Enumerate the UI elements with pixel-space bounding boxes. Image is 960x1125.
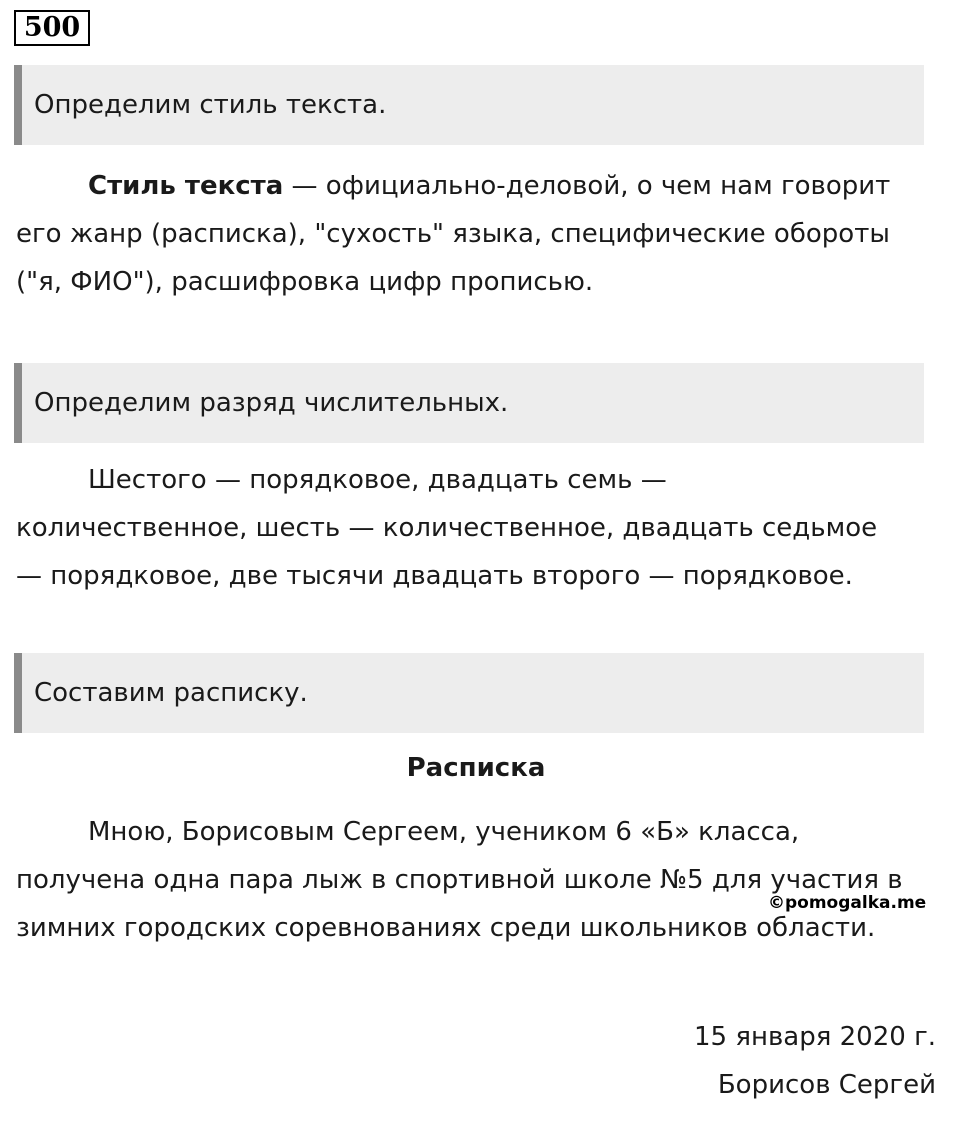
exercise-number: 500 — [14, 10, 90, 46]
section-heading-style — [14, 65, 924, 145]
receipt-body: Мною, Борисовым Сергеем, учеником 6 «Б» класса, получена одна пара лыж в спортивной школе №5 для участия в зимних городских соревнованиях среди школьников области. — [16, 817, 903, 943]
style-paragraph-text: — официально-деловой, о чем нам говорит его жанр (расписка), "сухость" языка, специфические обороты ("я, ФИО"), расшифровка цифр прописью. — [16, 171, 891, 297]
section-heading-receipt — [14, 653, 924, 733]
receipt-date: 15 января 2020 г. — [693, 1022, 936, 1052]
section-heading-numerals-text: Определим разряд числительных. — [34, 388, 509, 418]
receipt-title: Расписка — [406, 753, 546, 783]
style-paragraph-lead: Стиль текста — [88, 171, 284, 201]
receipt-signature: Борисов Сергей — [717, 1070, 936, 1100]
section-heading-receipt-text: Составим расписку. — [34, 678, 308, 708]
watermark: ©pomogalka.me — [768, 893, 927, 913]
section-heading-numerals — [14, 363, 924, 443]
numerals-paragraph: Шестого — порядковое, двадцать семь — количественное, шесть — количественное, двадцать седьмое — порядковое, две тысячи двадцать второго — порядковое. — [16, 465, 878, 591]
style-paragraph — [16, 162, 906, 306]
section-heading-style-text: Определим стиль текста. — [34, 90, 387, 120]
